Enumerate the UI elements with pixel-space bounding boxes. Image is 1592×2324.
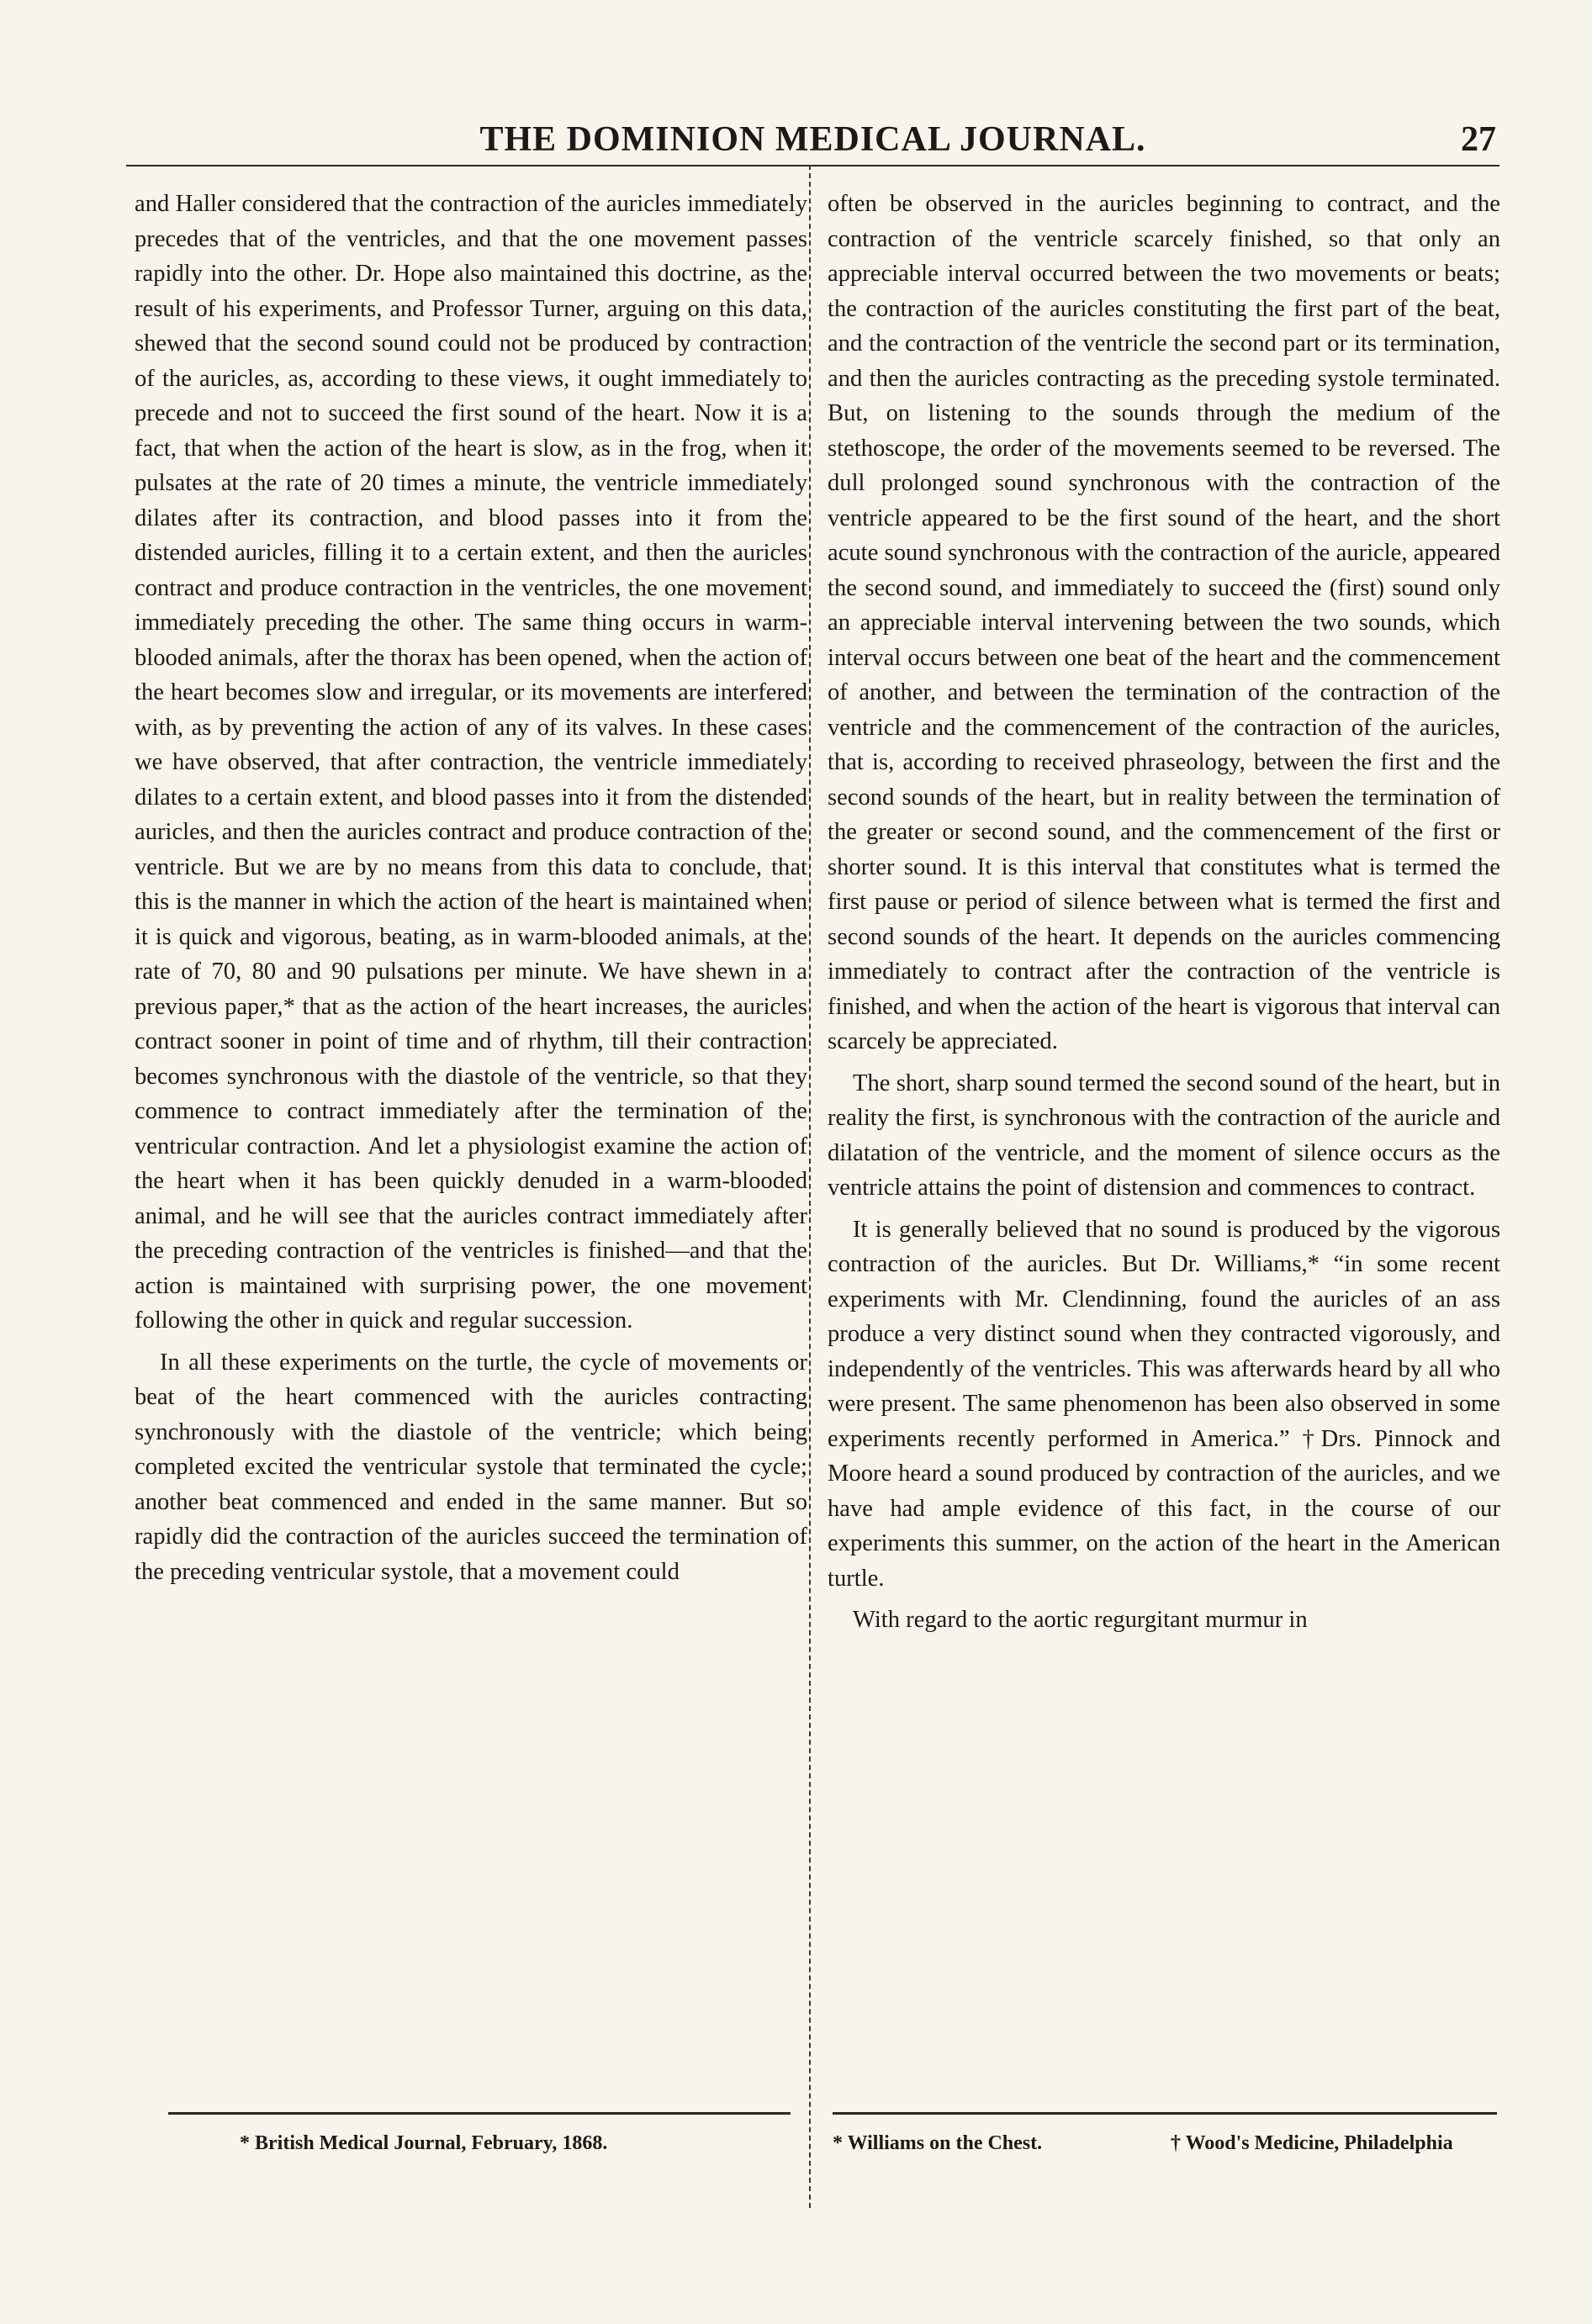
- paragraph: The short, sharp sound termed the second sound of the heart, but in reality the first, is synchronous with the contraction of the auricle and dilatation of the ventricle, and the moment of silence occurs as the ventricle attains the point of distension and commences to contract.: [828, 1070, 1500, 1201]
- page-number: 27: [1461, 120, 1496, 159]
- footnote-rule-left: [168, 2112, 791, 2115]
- paragraph: It is generally believed that no sound is produced by the vigorous contraction of the auricles. But Dr. Williams,* “in some recent experiments with Mr. Clendinning, found the auricles of an ass produce a very distinct sound when they contracted vigorously, and independently of the ventricles. This was afterwards heard by all who were present. The same phenomenon has been also observed in some experiments recently performed in America.” †Drs. Pinnock and Moore heard a sound produced by contraction of the auricles, and we have had ample evidence of this fact, in the course of our experiments this summer, on the action of the heart in the American turtle.: [828, 1216, 1500, 1592]
- left-column: [135, 187, 807, 1589]
- footnote-right-williams: * Williams on the Chest.: [833, 2132, 1043, 2154]
- paragraph: and Haller considered that the contraction of the auricles immediately precedes that of the ventricles, and that the one movement passes rapidly into the other. Dr. Hope also maintained this doctrine, as the result of his experiments, and Professor Turner, arguing on this data, shewed that the second sound could not be produced by contraction of the auricles, as, according to these views, it ought immediately to precede and not to succeed the first sound of the heart. Now it is a fact, that when the action of the heart is slow, as in the frog, when it pulsates at the rate of 20 times a minute, the ventricle immediately dilates after its contraction, and blood passes into it from the distended auricles, filling it to a certain extent, and then the auricles contract and produce contraction in the ventricles, the one movement immediately preceding the other. The same thing occurs in warm-blooded animals, after the thorax has been opened, when the action of the heart becomes slow and irregular, or its movements are interfered with, as by preventing the action of any of its valves. In these cases we have observed, that after contraction, the ventricle immediately dilates to a certain extent, and blood passes into it from the distended auricles, and then the auricles contract and produce contraction of the ventricle. But we are by no means from this data to conclude, that this is the manner in which the action of the heart is maintained when it is quick and vigorous, beating, as in warm-blooded animals, at the rate of 70, 80 and 90 pulsations per minute. We have shewn in a previous paper,* that as the action of the heart increases, the auricles contract sooner in point of time and of rhythm, till their contraction becomes synchronous with the diastole of the ventricle, so that they commence to contract immediately after the termination of the ventricular contraction. And let a physiologist examine the action of the heart when it has been quickly denuded in a warm-blooded animal, and he will see that the auricles contract immediately after the preceding contraction of the ventricles is finished—and that the action is maintained with surprising power, the one movement following the other in quick and regular succession.: [135, 191, 807, 1334]
- paragraph: With regard to the aortic regurgitant murmur in: [853, 1607, 1308, 1633]
- paragraph: often be observed in the auricles beginning to contract, and the contraction of the ventricle scarcely finished, so that only an appreciable interval occurred between the two movements or beats; the contraction of the auricles constituting the first part of the beat, and the contraction of the ventricle the second part or its termination, and then the auricles contracting as the preceding systole terminated. But, on listening to the sounds through the medium of the stethoscope, the order of the movements seemed to be reversed. The dull prolonged sound synchronous with the contraction of the ventricle appeared to be the first sound of the heart, and the short acute sound synchronous with the contraction of the auricle, appeared the second sound, and immediately to succeed the (first) sound only an appreciable interval intervening between the two sounds, which interval occurs between one beat of the heart and the commencement of another, and between the termination of the contraction of the ventricle and the commencement of the contraction of the auricles, that is, according to received phraseology, between the first and the second sounds of the heart, but in reality between the termination of the greater or second sound, and the commencement of the first or shorter sound. It is this interval that constitutes what is termed the first pause or period of silence between what is termed the first and second sounds of the heart. It depends on the auricles commencing immediately to contract after the contraction of the ventricle is finished, and when the action of the heart is vigorous that interval can scarcely be appreciated.: [828, 191, 1500, 1054]
- footnote-left: * British Medical Journal, February, 1868.: [240, 2132, 608, 2154]
- column-divider: [809, 165, 811, 2208]
- journal-title: THE DOMINION MEDICAL JOURNAL.: [479, 120, 1146, 159]
- footnote-rule-right: [833, 2112, 1497, 2115]
- running-header: [126, 118, 1499, 166]
- paragraph: In all these experiments on the turtle, the cycle of movements or beat of the heart commenced with the auricles contracting synchronously with the diastole of the ventricle; which being completed excited the ventricular systole that terminated the cycle; another beat commenced and ended in the same manner. But so rapidly did the contraction of the auricles succeed the termination of the preceding ventricular systole, that a movement could: [135, 1349, 807, 1585]
- right-column: [828, 187, 1500, 1638]
- footnote-right-wood: † Wood's Medicine, Philadelphia: [1171, 2132, 1453, 2154]
